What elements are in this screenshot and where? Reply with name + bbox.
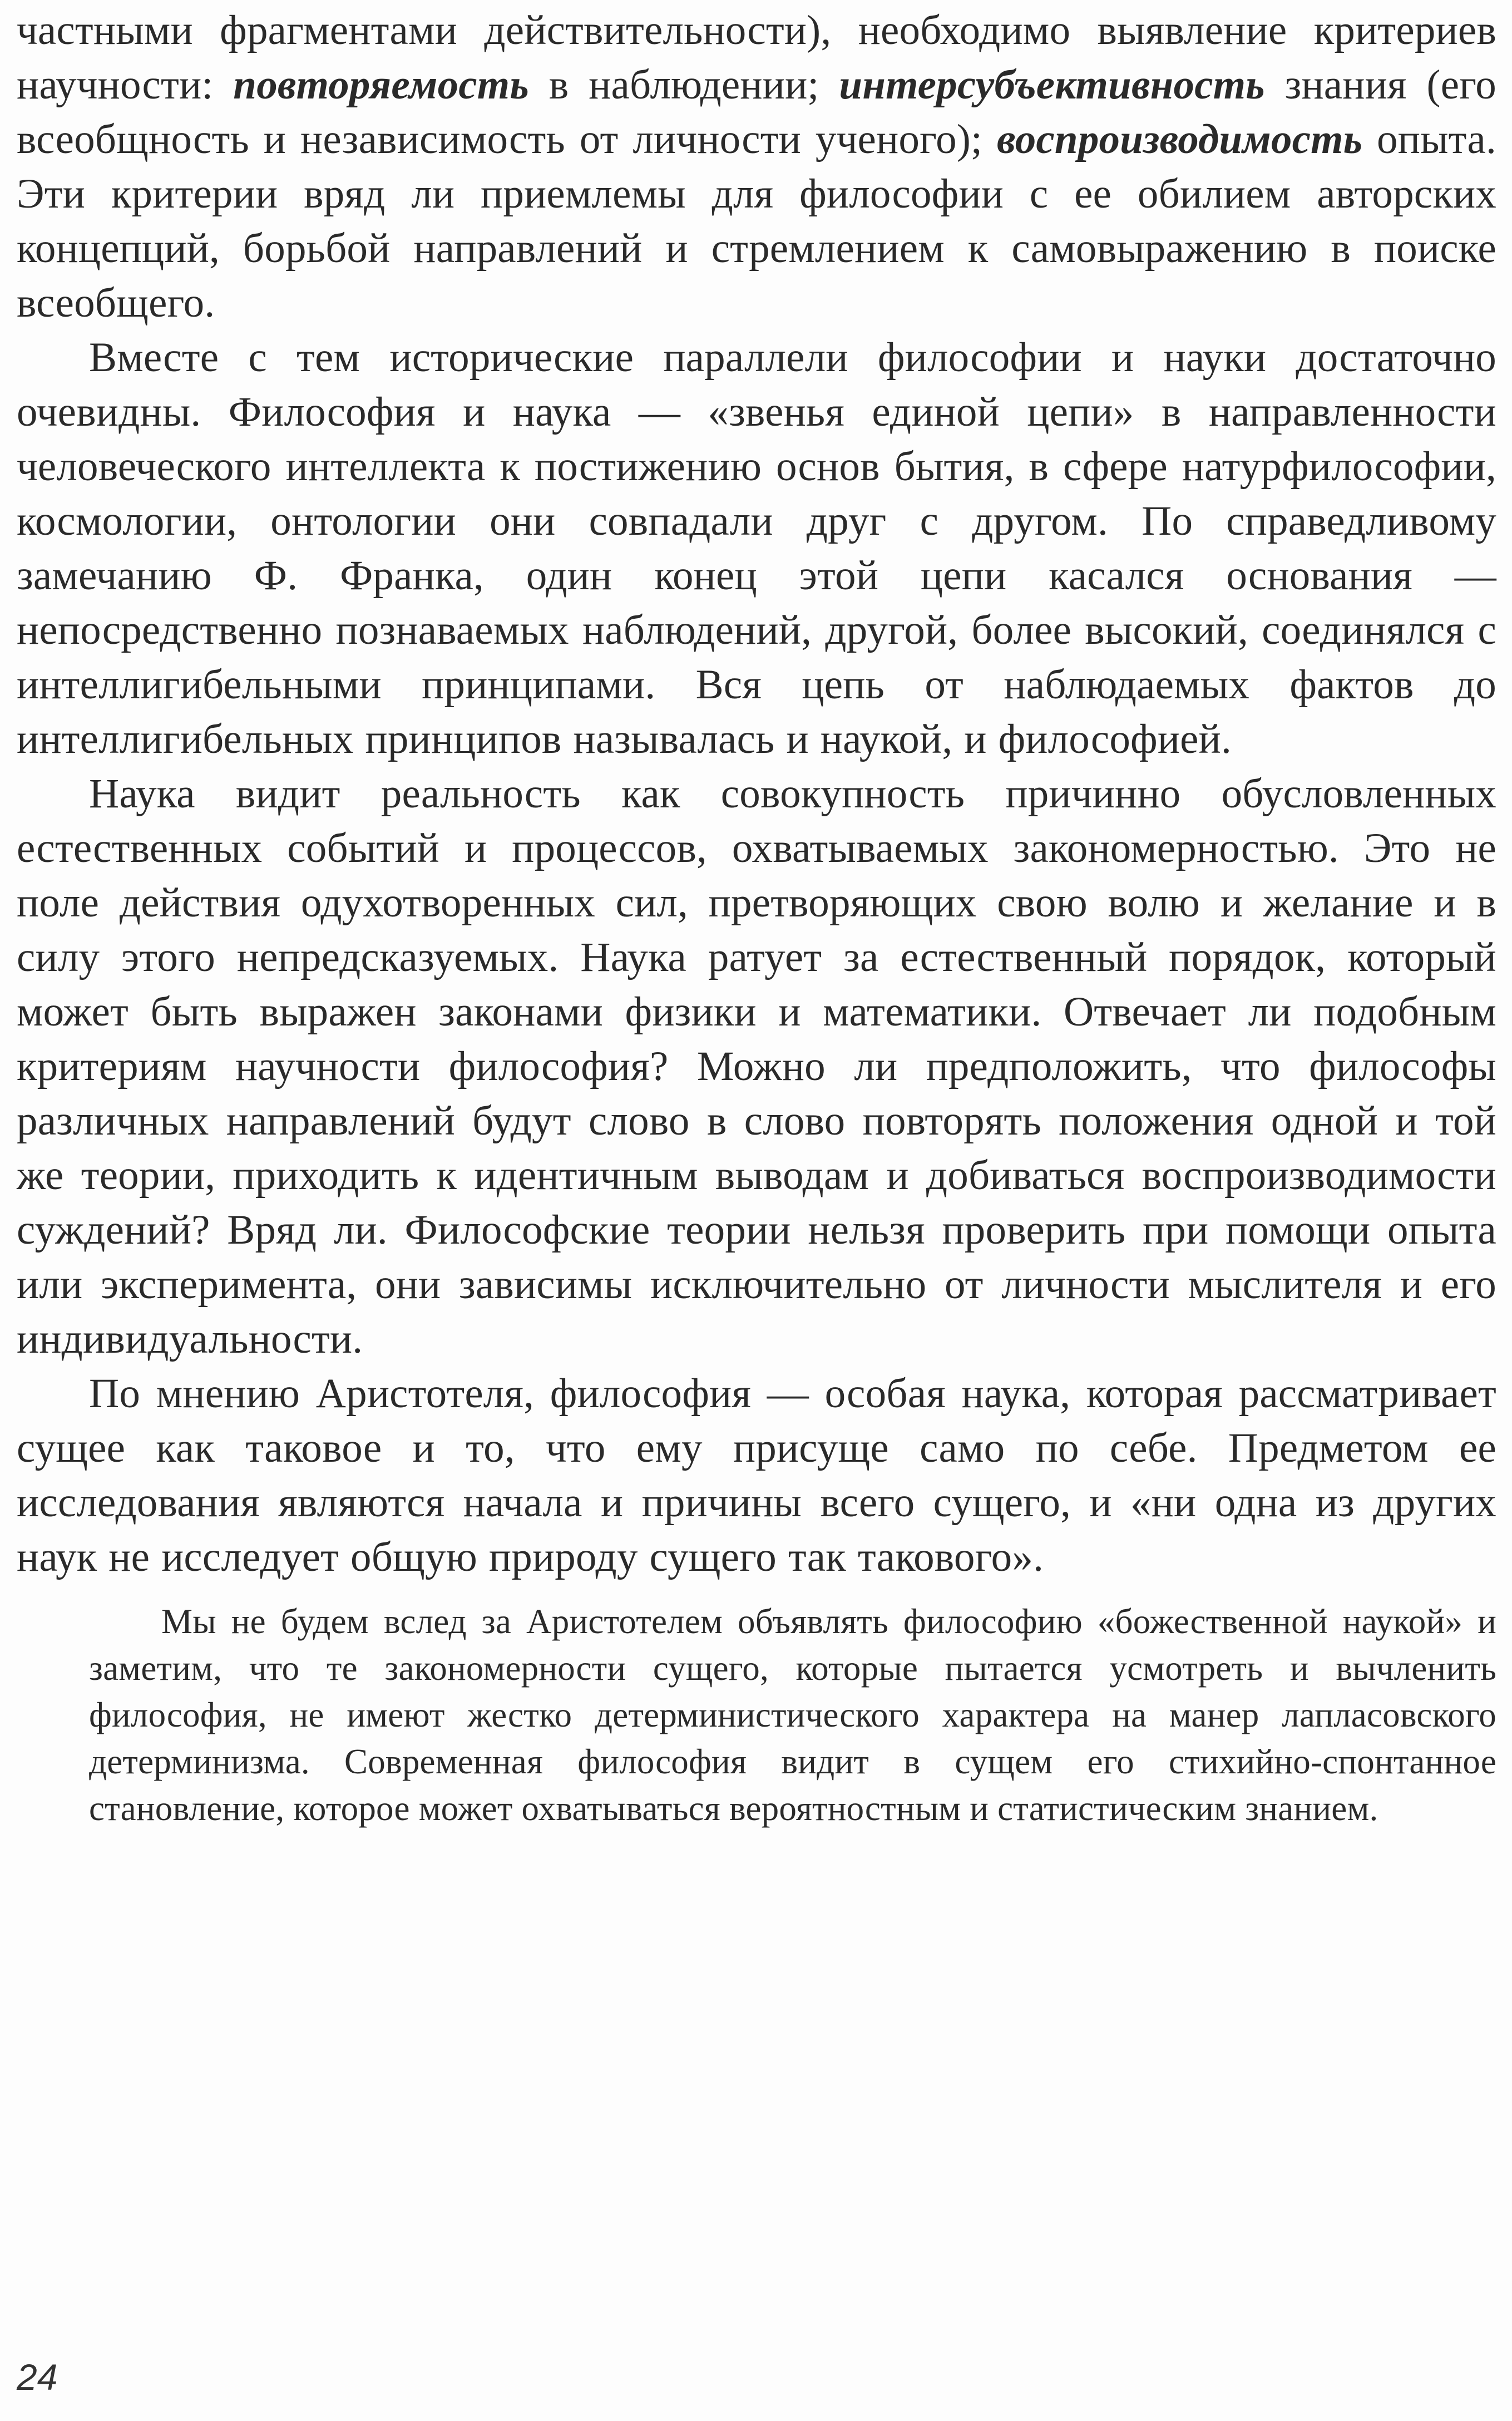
text-run: в наблюдении; [528, 62, 839, 108]
paragraph-2 [17, 331, 1496, 767]
text-run: Вместе с тем исторические параллели философии и науки достаточно очевидны. Философия и наука — «звенья единой цепи» в направленности человеческого интеллекта к постижению основ бытия, в сфере натурфилософии, космологии, онтологии они совпадали друг с другом. По справедливому замечанию Ф. Франка, один конец этой цепи касался основания — непосредственно познаваемых наблюдений, другой, более высокий, соединялся с интеллигибельными принципами. Вся цепь от наблюдаемых фактов до интеллигибельных принципов называлась и наукой, и философией. [17, 334, 1496, 762]
emphasis-repeatability: повторяемость [233, 62, 529, 108]
text-run: По мнению Аристотеля, философия — особая наука, которая рассматривает сущее как таковое и то, что ему присуще само по себе. Предметом ее исследования являются начала и причины всего сущего, и «ни одна из других наук не исследует общую природу сущего так такового». [17, 1370, 1496, 1580]
paragraph-1 [17, 3, 1496, 331]
text-run: знания (его всеобщность и независимость от личности ученого); [17, 62, 1496, 162]
paragraph-4 [17, 1367, 1496, 1585]
emphasis-reproducibility: воспроизводимость [997, 116, 1363, 162]
text-run: частными фрагментами действительности), необходимо выявление критериев научности: [17, 7, 1496, 108]
emphasis-intersubjectivity: интерсубъективность [839, 62, 1265, 108]
body-text [17, 3, 1496, 1832]
text-run: опыта. Эти критерии вряд ли приемлемы для философии с ее обилием авторских концепций, борьбой направлений и стремлением к самовыражению в поиске всеобщего. [17, 116, 1496, 326]
page-number: 24 [17, 2356, 58, 2398]
text-run: Наука видит реальность как совокупность причинно обусловленных естественных событий и процессов, охватываемых закономерностью. Это не поле действия одухотворенных сил, претворяющих свою волю и желание и в силу этого непредсказуемых. Наука ратует за естественный порядок, который может быть выражен законами физики и математики. Отвечает ли подобным критериям научности философия? Можно ли предположить, что философы различных направлений будут слово в слово повторять положения одной и той же теории, приходить к идентичным выводам и добиваться воспроизводимости суждений? Вряд ли. Философские теории нельзя проверить при помощи опыта или эксперимента, они зависимы исключительно от личности мыслителя и его индивидуальности. [17, 771, 1496, 1362]
paragraph-3 [17, 767, 1496, 1367]
small-print-note: Мы не будем вслед за Аристотелем объявлять философию «божественной наукой» и заметим, что те закономерности сущего, которые пытается усмотреть и вычленить философия, не имеют жестко детерминистического характера на манер лапласовского детерминизма. Современная философия видит в сущем его стихийно-спонтанное становление, которое может охватываться вероятностным и статистическим знанием. [89, 1602, 1496, 1828]
